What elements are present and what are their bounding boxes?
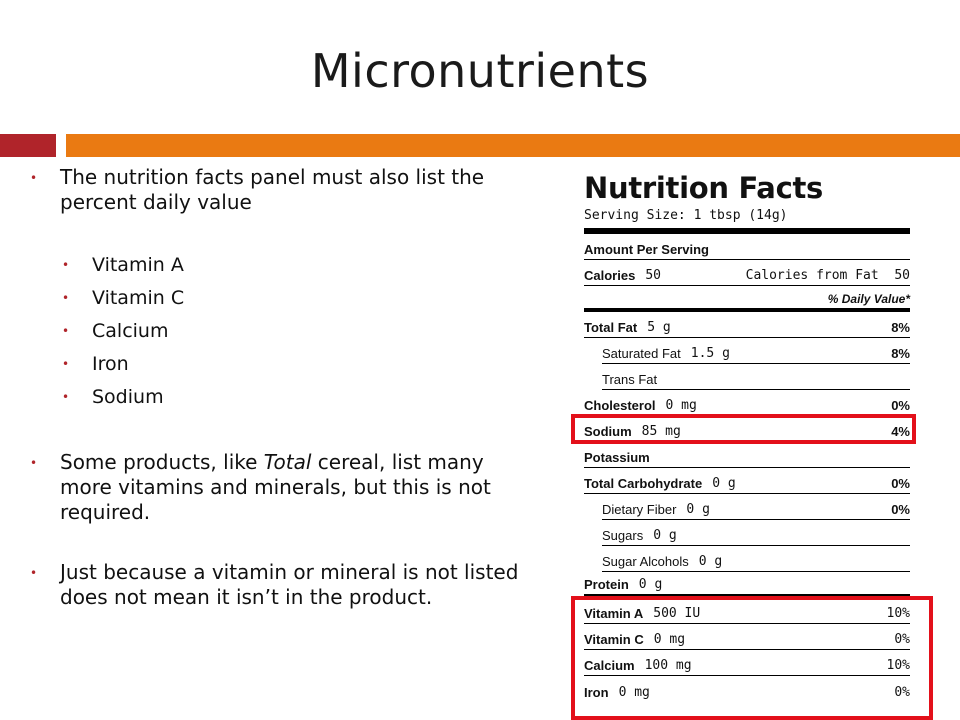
calories-row bbox=[584, 260, 910, 286]
row-percent: 8% bbox=[891, 320, 910, 335]
row-percent: 0% bbox=[891, 398, 910, 413]
sub-bullet-text: Vitamin A bbox=[92, 254, 184, 276]
sub-bullet bbox=[28, 253, 528, 278]
row-label: Dietary Fiber bbox=[602, 502, 677, 517]
row-label: Vitamin C bbox=[584, 632, 644, 647]
row-percent: 0% bbox=[894, 632, 910, 647]
row-label: Protein bbox=[584, 577, 629, 592]
row-value: 0 g bbox=[686, 502, 710, 517]
row-value: 85 mg bbox=[641, 424, 681, 439]
brand-name: Total bbox=[263, 450, 312, 474]
bullet-icon: • bbox=[30, 456, 38, 470]
row-percent: 0% bbox=[891, 502, 910, 517]
row-label: Total Fat bbox=[584, 320, 638, 335]
row-value: 0 g bbox=[698, 554, 723, 569]
nutrition-facts-title: Nutrition Facts bbox=[584, 171, 823, 205]
bullet-icon: • bbox=[62, 258, 70, 272]
vitamins-highlight-box bbox=[571, 596, 933, 720]
row-label: Vitamin A bbox=[584, 606, 644, 621]
row-value: 0 mg bbox=[665, 398, 697, 413]
bullet-icon: • bbox=[30, 171, 38, 185]
serving-size: Serving Size: 1 tbsp (14g) bbox=[584, 206, 910, 234]
row-value: 0 g bbox=[712, 476, 736, 491]
bullet-text: Just because a vitamin or mineral is not listed does not mean it isn’t in the product. bbox=[60, 560, 519, 609]
nutrient-row bbox=[584, 390, 910, 416]
bullet-list bbox=[28, 165, 528, 610]
row-percent: 10% bbox=[886, 658, 910, 673]
bullet-item bbox=[28, 560, 528, 610]
row-value: 100 mg bbox=[644, 658, 692, 673]
row-value: 500 IU bbox=[653, 606, 701, 621]
row-percent: 10% bbox=[886, 606, 910, 621]
nutrient-row bbox=[584, 468, 910, 494]
row-label: Calories bbox=[584, 268, 636, 283]
sub-bullet bbox=[28, 385, 528, 410]
nutrient-row bbox=[584, 442, 910, 468]
row-label: Amount Per Serving bbox=[584, 242, 709, 257]
row-value: 50 bbox=[645, 268, 661, 283]
row-value: 0 mg bbox=[618, 685, 650, 700]
row-label: Total Carbohydrate bbox=[584, 476, 703, 491]
bullet-text: The nutrition facts panel must also list the percent daily value bbox=[60, 165, 485, 214]
row-label: Sugar Alcohols bbox=[602, 554, 689, 569]
daily-value-header bbox=[584, 286, 910, 312]
row-label: Iron bbox=[584, 685, 609, 700]
slide-title: Micronutrients bbox=[310, 44, 650, 98]
row-label: Sugars bbox=[602, 528, 644, 543]
nutrient-row bbox=[602, 546, 910, 572]
row-label: Cholesterol bbox=[584, 398, 656, 413]
nutrient-row bbox=[602, 520, 910, 546]
row-percent: 8% bbox=[891, 346, 910, 361]
row-percent: 0% bbox=[891, 476, 910, 491]
nutrient-row bbox=[584, 572, 910, 598]
bullet-icon: • bbox=[30, 566, 38, 580]
sub-bullet bbox=[28, 286, 528, 311]
bullet-item bbox=[28, 450, 528, 525]
accent-bar-orange bbox=[66, 134, 960, 157]
bullet-item bbox=[28, 165, 528, 215]
sub-bullet-text: Iron bbox=[92, 353, 129, 375]
row-value: 0 g bbox=[638, 577, 663, 592]
nutrient-row bbox=[602, 338, 910, 364]
row-value: 5 g bbox=[647, 320, 671, 335]
sub-bullet bbox=[28, 352, 528, 377]
bullet-icon: • bbox=[62, 357, 70, 371]
sub-bullet-text: Calcium bbox=[92, 320, 169, 342]
row-label: Potassium bbox=[584, 450, 650, 465]
nutrient-row bbox=[602, 364, 910, 390]
accent-bar-red bbox=[0, 134, 56, 157]
row-value: 0 g bbox=[653, 528, 677, 543]
row-value: 0 mg bbox=[653, 632, 686, 647]
row-value: 1.5 g bbox=[690, 346, 730, 361]
bullet-text: cereal, list many more vitamins and minerals, but this is not required. bbox=[60, 450, 491, 524]
sub-bullet-text: Sodium bbox=[92, 386, 164, 408]
row-percent: 0% bbox=[894, 685, 910, 700]
row-percent: 4% bbox=[891, 424, 910, 439]
sodium-highlight-box bbox=[571, 414, 916, 444]
daily-value-label: % Daily Value* bbox=[827, 292, 910, 306]
bullet-icon: • bbox=[62, 324, 70, 338]
row-label: Calcium bbox=[584, 658, 635, 673]
sub-bullet-text: Vitamin C bbox=[92, 287, 185, 309]
calories-from-fat: Calories from Fat 50 bbox=[745, 268, 910, 283]
row-label: Saturated Fat bbox=[602, 346, 681, 361]
nutrient-row bbox=[602, 494, 910, 520]
bullet-text: Some products, like bbox=[60, 450, 264, 474]
nutrient-row bbox=[584, 312, 910, 338]
row-label: Sodium bbox=[584, 424, 632, 439]
row-label: Trans Fat bbox=[602, 372, 658, 387]
bullet-icon: • bbox=[62, 390, 70, 404]
amount-per-serving bbox=[584, 234, 910, 260]
sub-bullet bbox=[28, 319, 528, 344]
bullet-icon: • bbox=[62, 291, 70, 305]
